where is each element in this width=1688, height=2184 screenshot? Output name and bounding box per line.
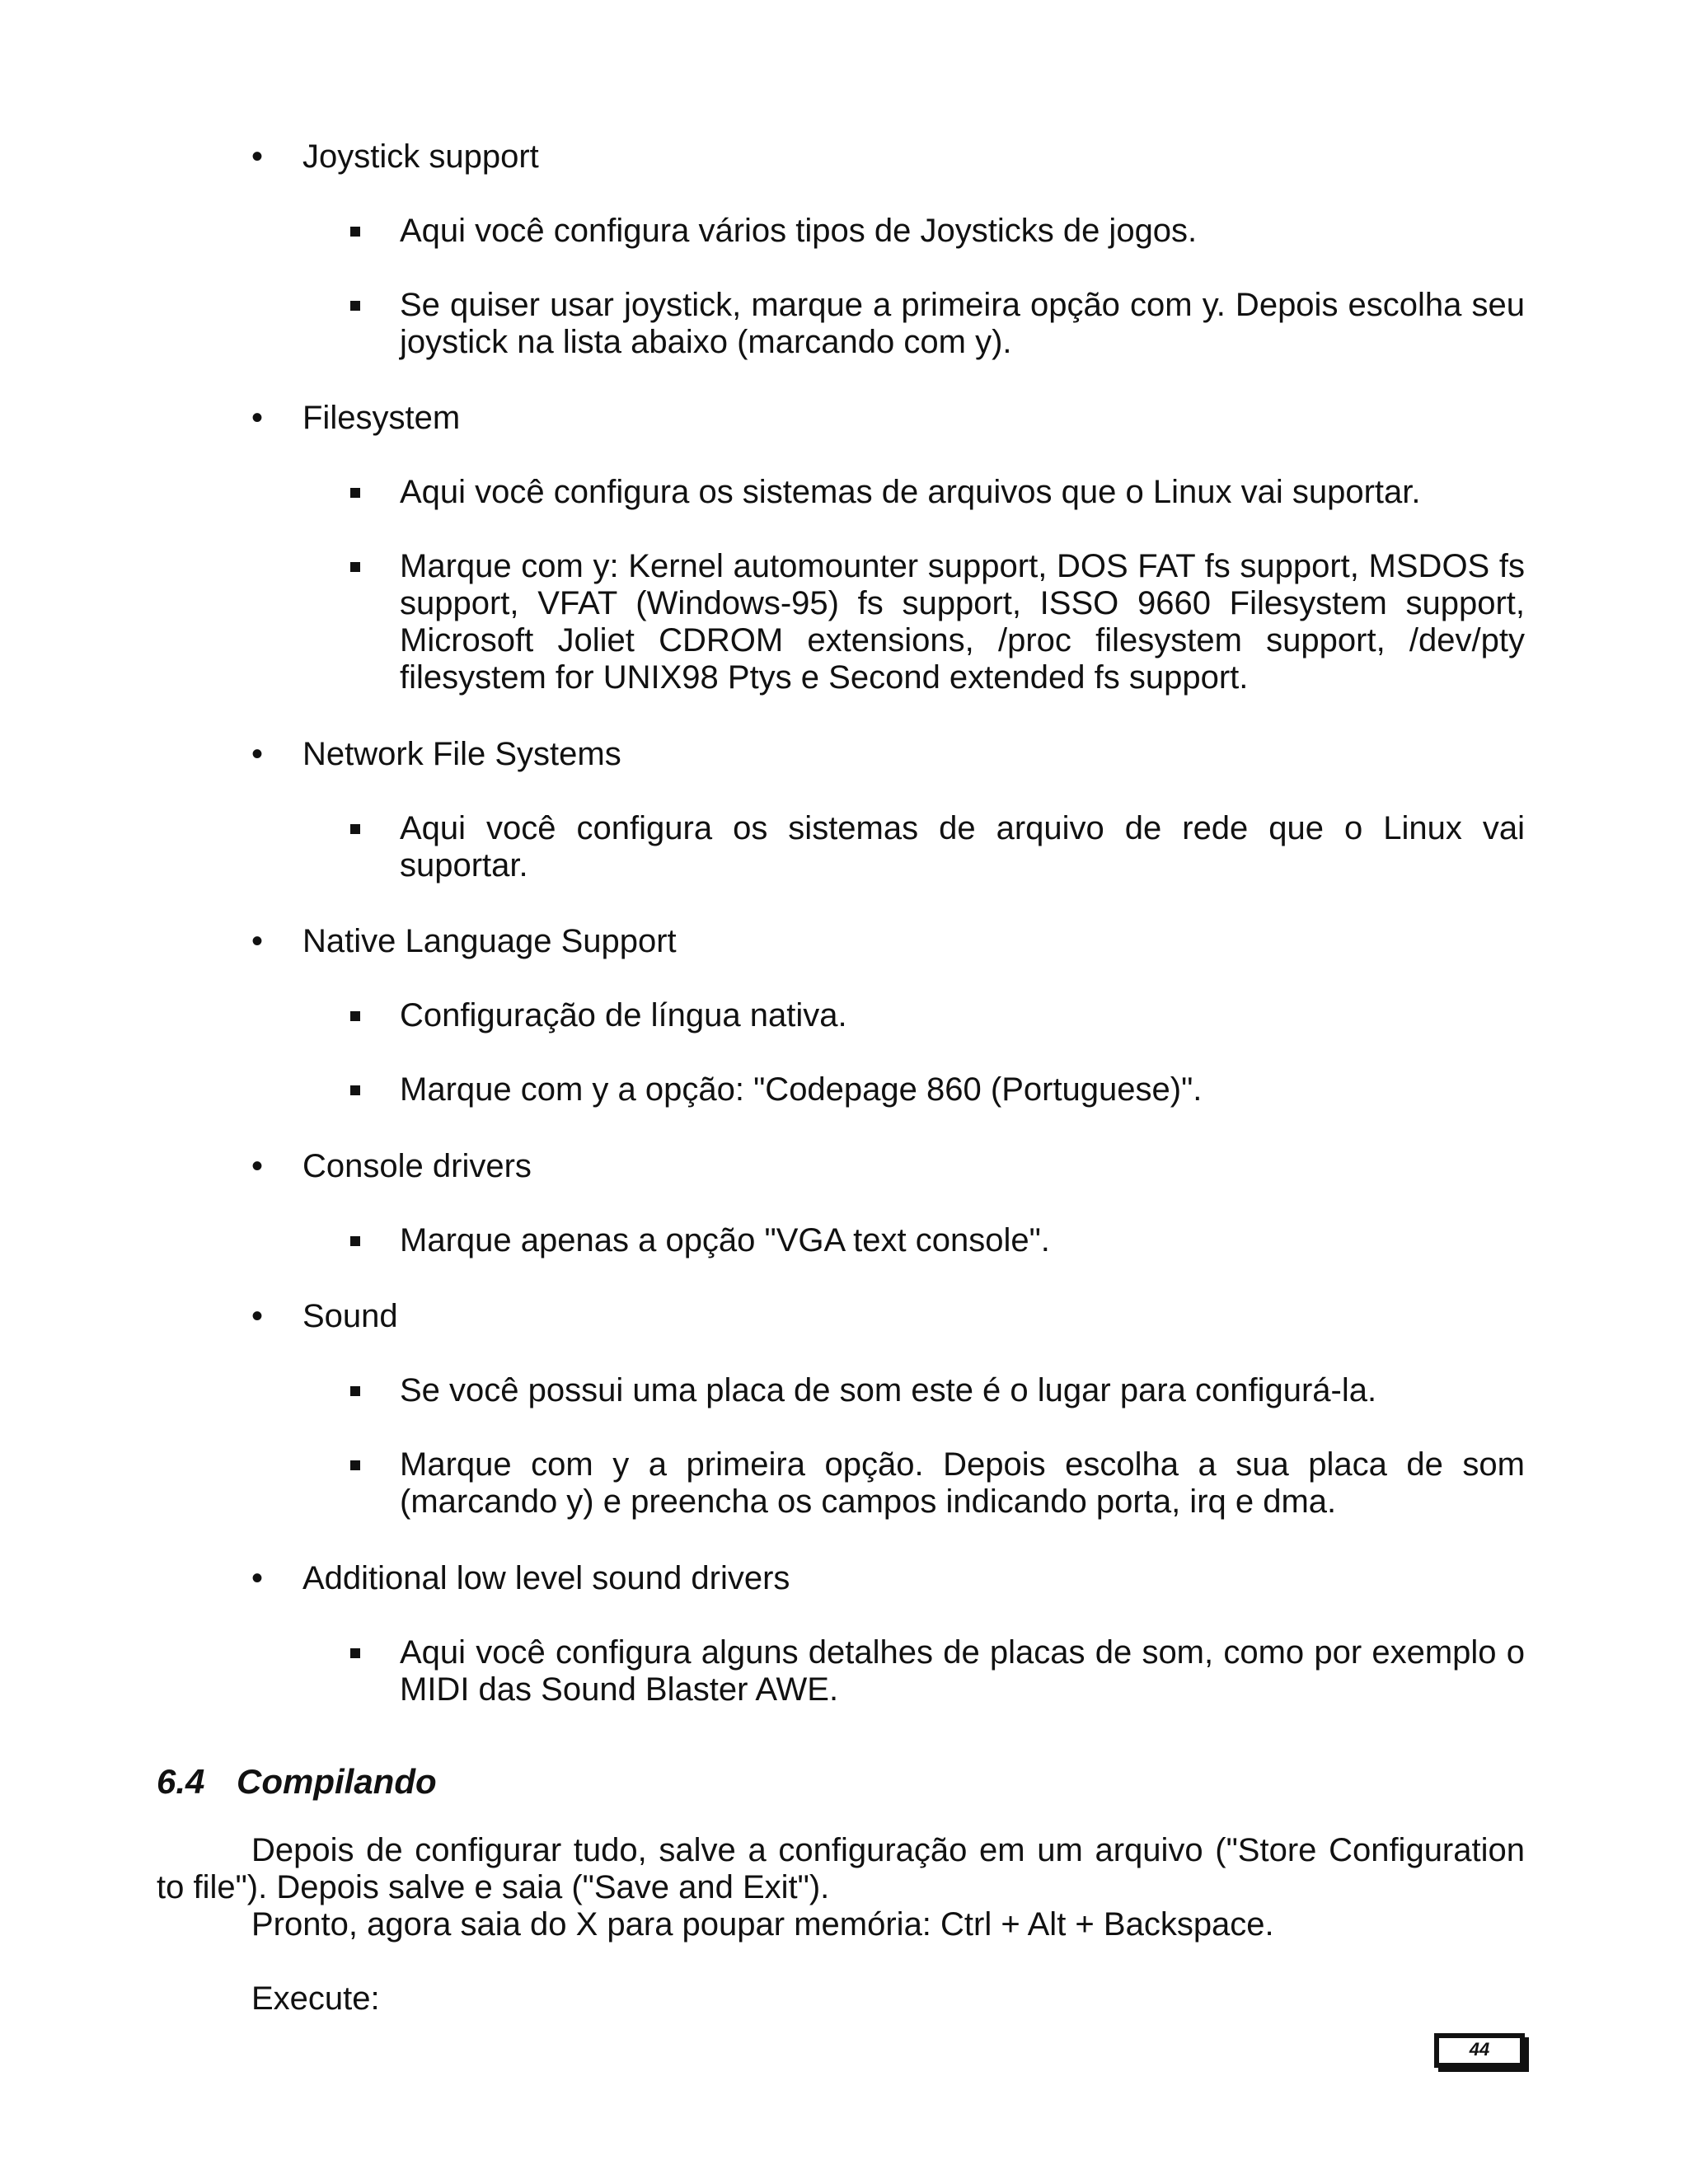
- square-bullet-icon: [350, 1085, 360, 1095]
- section-title: Sound: [302, 1298, 398, 1334]
- section-heading: [157, 1762, 437, 1802]
- paragraph: Pronto, agora saia do X para poupar memória: Ctrl + Alt + Backspace.: [251, 1906, 1274, 1943]
- section-title: Console drivers: [302, 1148, 532, 1184]
- paragraph: Execute:: [251, 1980, 380, 2017]
- bullet-icon: •: [251, 736, 264, 772]
- section-title: Network File Systems: [302, 736, 621, 772]
- bullet-icon: •: [251, 923, 264, 959]
- bullet-icon: •: [251, 1148, 264, 1184]
- square-bullet-icon: [350, 1386, 360, 1396]
- paragraph-line: to file"). Depois salve e saia ("Save and Exit").: [157, 1869, 830, 1905]
- section-title: Filesystem: [302, 400, 461, 436]
- square-bullet-icon: [350, 824, 360, 834]
- heading-title: Compilando: [237, 1762, 437, 1801]
- bullet-icon: •: [251, 1298, 264, 1334]
- square-bullet-icon: [350, 1460, 360, 1470]
- section-title: Joystick support: [302, 138, 539, 175]
- page-number: 44: [1434, 2033, 1525, 2068]
- square-bullet-icon: [350, 1236, 360, 1246]
- section-title: Additional low level sound drivers: [302, 1560, 790, 1596]
- section-title: Native Language Support: [302, 923, 677, 959]
- square-bullet-icon: [350, 1011, 360, 1021]
- heading-number: 6.4: [157, 1762, 205, 1801]
- bullet-icon: •: [251, 1560, 264, 1596]
- bullet-icon: •: [251, 400, 264, 436]
- square-bullet-icon: [350, 562, 360, 572]
- square-bullet-icon: [350, 1648, 360, 1658]
- document-page: • Joystick support Aqui você configura vários tipos de Joysticks de jogos. Se quiser usar joystick, marque a primeira opção com y. Depois escolha seu joystick na lista abaixo (marcando com y). • Filesystem Aqui você configura os sistemas de arquivos que o Linux vai suportar. Marque com y: Kernel automounter support, DOS FAT fs support, MSDOS fs support, VFAT (Windows-95) fs support, ISSO 9660 Filesystem support, Microsoft Joliet CDROM extensions, /proc filesystem support, /dev/pty filesystem for UNIX98 Ptys e Second extended fs support. • Network File Systems Aqui você configura os sistemas de arquivo de rede que o Linux vai suportar. • Native Language Support Configuração de língua nativa. Marque com y a opção: "Codepage 860 (Portuguese)". • Console drivers Marque apenas a opção "VGA text console". • Sound Se você possui uma placa de som este é o lugar para configurá-la. Marque com y a primeira opção. Depois escolha a sua placa de som (marcando y) e preencha os campos indicando porta, irq e dma. • Additional low level sound drivers Aqui você configura alguns detalhes de placas de som, como por exemplo o MIDI das Sound Blaster AWE. 6.4 Compilando Depois de configurar tudo, salve a configuração em um arquivo ("Store Configuration to file"). Depois salve e saia ("Save and Exit"). Pronto, agora saia do X para poupar memória: Ctrl + Alt + Backspace. Execute: 44: [0, 0, 1688, 2184]
- bullet-icon: •: [251, 138, 264, 175]
- square-bullet-icon: [350, 227, 360, 237]
- paragraph-line: Depois de configurar tudo, salve a configuração em um arquivo ("Store Configuration: [251, 1832, 1525, 1868]
- square-bullet-icon: [350, 488, 360, 498]
- square-bullet-icon: [350, 301, 360, 311]
